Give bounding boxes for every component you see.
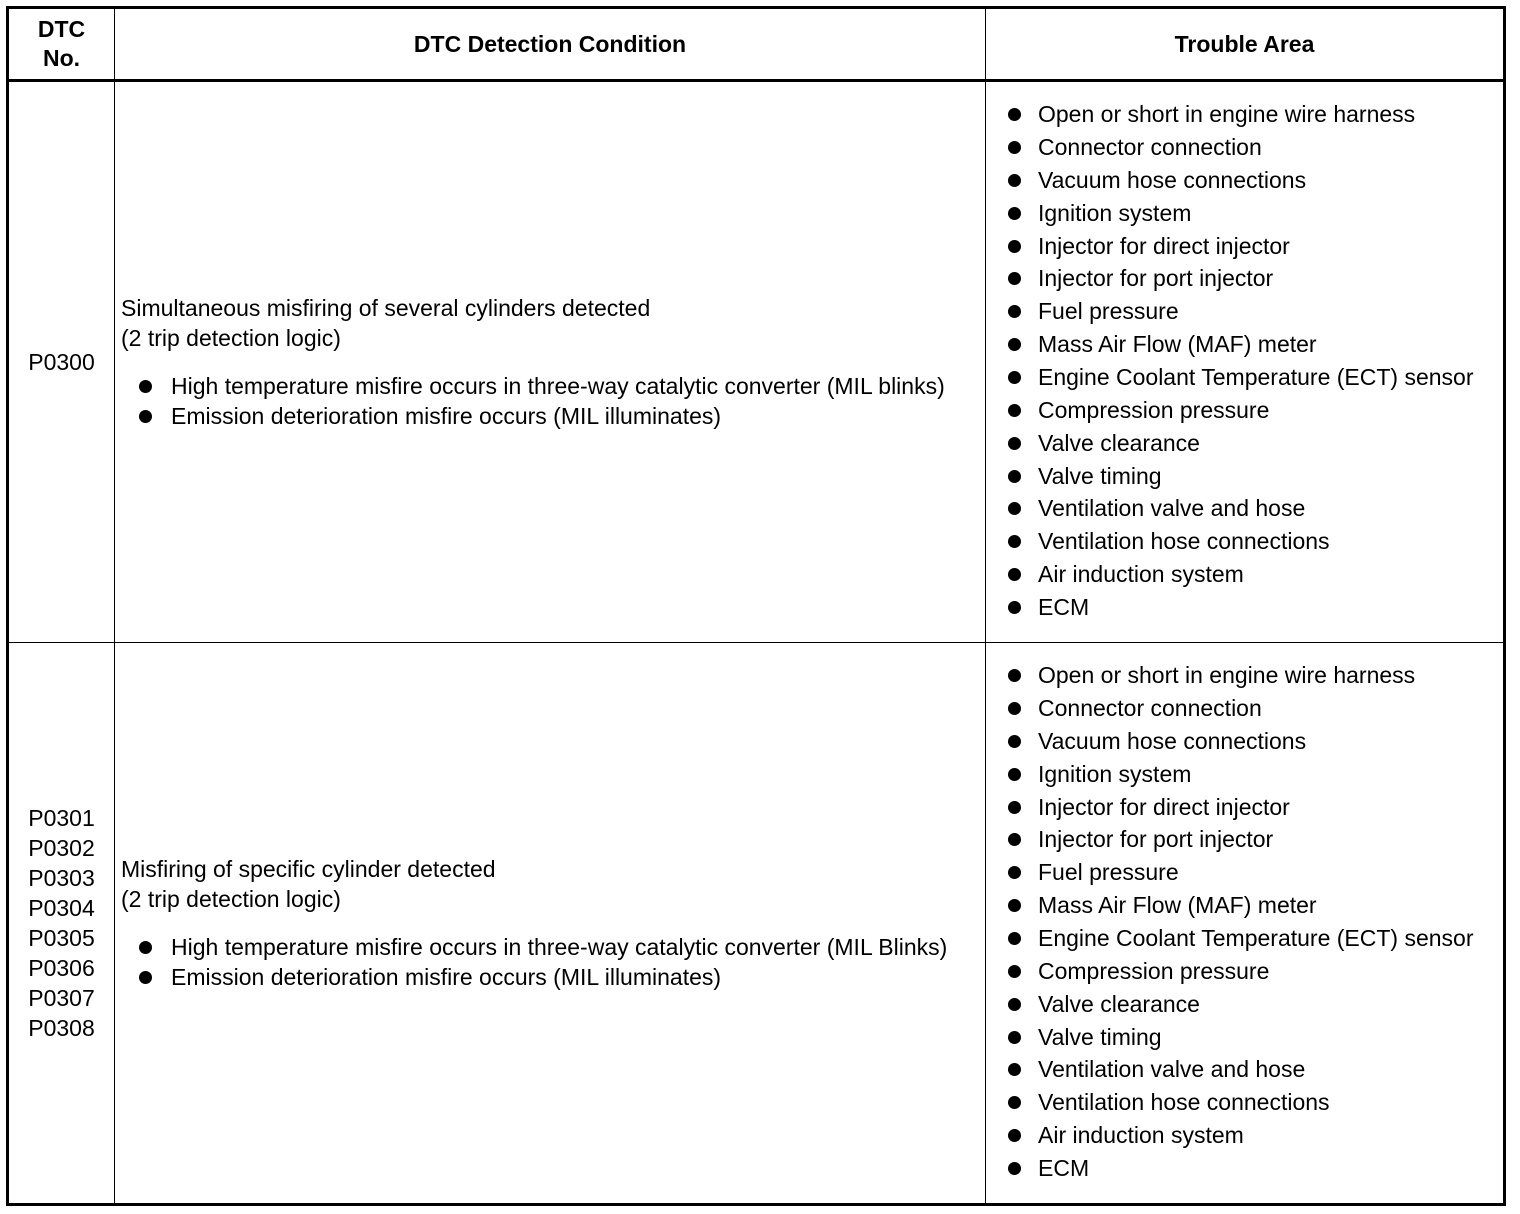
- trouble-area-item: Fuel pressure: [1008, 857, 1474, 887]
- condition-bullet: Emission deterioration misfire occurs (MIL illuminates): [121, 401, 945, 431]
- trouble-area-item: Connector connection: [1008, 132, 1474, 162]
- trouble-area-item: Ventilation hose connections: [1008, 1087, 1474, 1117]
- trouble-area-item: ECM: [1008, 592, 1474, 622]
- trouble-area-item: Air induction system: [1008, 559, 1474, 589]
- trouble-area-item: Compression pressure: [1008, 395, 1474, 425]
- condition-bullet: High temperature misfire occurs in three-way catalytic converter (MIL Blinks): [121, 932, 947, 962]
- condition-bullet-list: [121, 371, 945, 431]
- trouble-area-item: Valve timing: [1008, 461, 1474, 491]
- condition-description: Misfiring of specific cylinder detected (2 trip detection logic): [121, 856, 496, 912]
- trouble-area-item: Valve timing: [1008, 1022, 1474, 1052]
- dtc-code: P0301: [28, 805, 95, 831]
- condition-bullet-list: [121, 932, 947, 992]
- trouble-area-item: Valve clearance: [1008, 428, 1474, 458]
- condition-description: Simultaneous misfiring of several cylinders detected (2 trip detection logic): [121, 295, 651, 351]
- trouble-area-item: Mass Air Flow (MAF) meter: [1008, 329, 1474, 359]
- dtc-code: P0307: [28, 985, 95, 1011]
- trouble-area-item: Ignition system: [1008, 198, 1474, 228]
- row-2-trouble-areas: [986, 643, 1503, 1203]
- dtc-code-list: [28, 803, 95, 1043]
- trouble-area-list: [1008, 99, 1474, 625]
- trouble-area-item: Open or short in engine wire harness: [1008, 99, 1474, 129]
- trouble-area-item: Injector for direct injector: [1008, 231, 1474, 261]
- condition-content: [121, 293, 945, 431]
- dtc-table: [6, 6, 1506, 1206]
- header-dtc-no: DTC No.: [37, 16, 86, 71]
- dtc-code: P0306: [28, 955, 95, 981]
- trouble-area-item: Valve clearance: [1008, 989, 1474, 1019]
- dtc-code: P0303: [28, 865, 95, 891]
- header-detection-condition: DTC Detection Condition: [413, 30, 687, 57]
- header-trouble-area: Trouble Area: [1174, 30, 1315, 57]
- row-1-trouble-areas: [986, 82, 1503, 642]
- trouble-area-item: Vacuum hose connections: [1008, 165, 1474, 195]
- condition-bullet: High temperature misfire occurs in three-way catalytic converter (MIL blinks): [121, 371, 945, 401]
- trouble-area-item: Injector for direct injector: [1008, 792, 1474, 822]
- trouble-area-item: Compression pressure: [1008, 956, 1474, 986]
- trouble-area-item: Air induction system: [1008, 1120, 1474, 1150]
- trouble-area-item: Mass Air Flow (MAF) meter: [1008, 890, 1474, 920]
- condition-bullet: Emission deterioration misfire occurs (MIL illuminates): [121, 962, 947, 992]
- dtc-code: P0305: [28, 925, 95, 951]
- trouble-area-item: Injector for port injector: [1008, 263, 1474, 293]
- condition-content: [121, 854, 947, 992]
- trouble-area-item: Open or short in engine wire harness: [1008, 660, 1474, 690]
- dtc-code: P0300: [28, 349, 95, 375]
- trouble-area-item: Ventilation valve and hose: [1008, 1054, 1474, 1084]
- row-1-detection-condition: [115, 82, 985, 642]
- dtc-code-list: [28, 347, 95, 377]
- trouble-area-item: Connector connection: [1008, 693, 1474, 723]
- row-1-dtc-codes: [9, 82, 114, 642]
- trouble-area-item: Engine Coolant Temperature (ECT) sensor: [1008, 362, 1474, 392]
- trouble-area-item: Ventilation hose connections: [1008, 526, 1474, 556]
- dtc-code: P0308: [28, 1015, 95, 1041]
- trouble-area-item: Vacuum hose connections: [1008, 726, 1474, 756]
- trouble-area-item: Ignition system: [1008, 759, 1474, 789]
- trouble-area-list: [1008, 660, 1474, 1186]
- trouble-area-item: Engine Coolant Temperature (ECT) sensor: [1008, 923, 1474, 953]
- trouble-area-item: Ventilation valve and hose: [1008, 493, 1474, 523]
- dtc-code: P0302: [28, 835, 95, 861]
- dtc-code: P0304: [28, 895, 95, 921]
- trouble-area-item: Fuel pressure: [1008, 296, 1474, 326]
- trouble-area-item: Injector for port injector: [1008, 824, 1474, 854]
- row-2-dtc-codes: [9, 643, 114, 1203]
- row-2-detection-condition: [115, 643, 985, 1203]
- trouble-area-item: ECM: [1008, 1153, 1474, 1183]
